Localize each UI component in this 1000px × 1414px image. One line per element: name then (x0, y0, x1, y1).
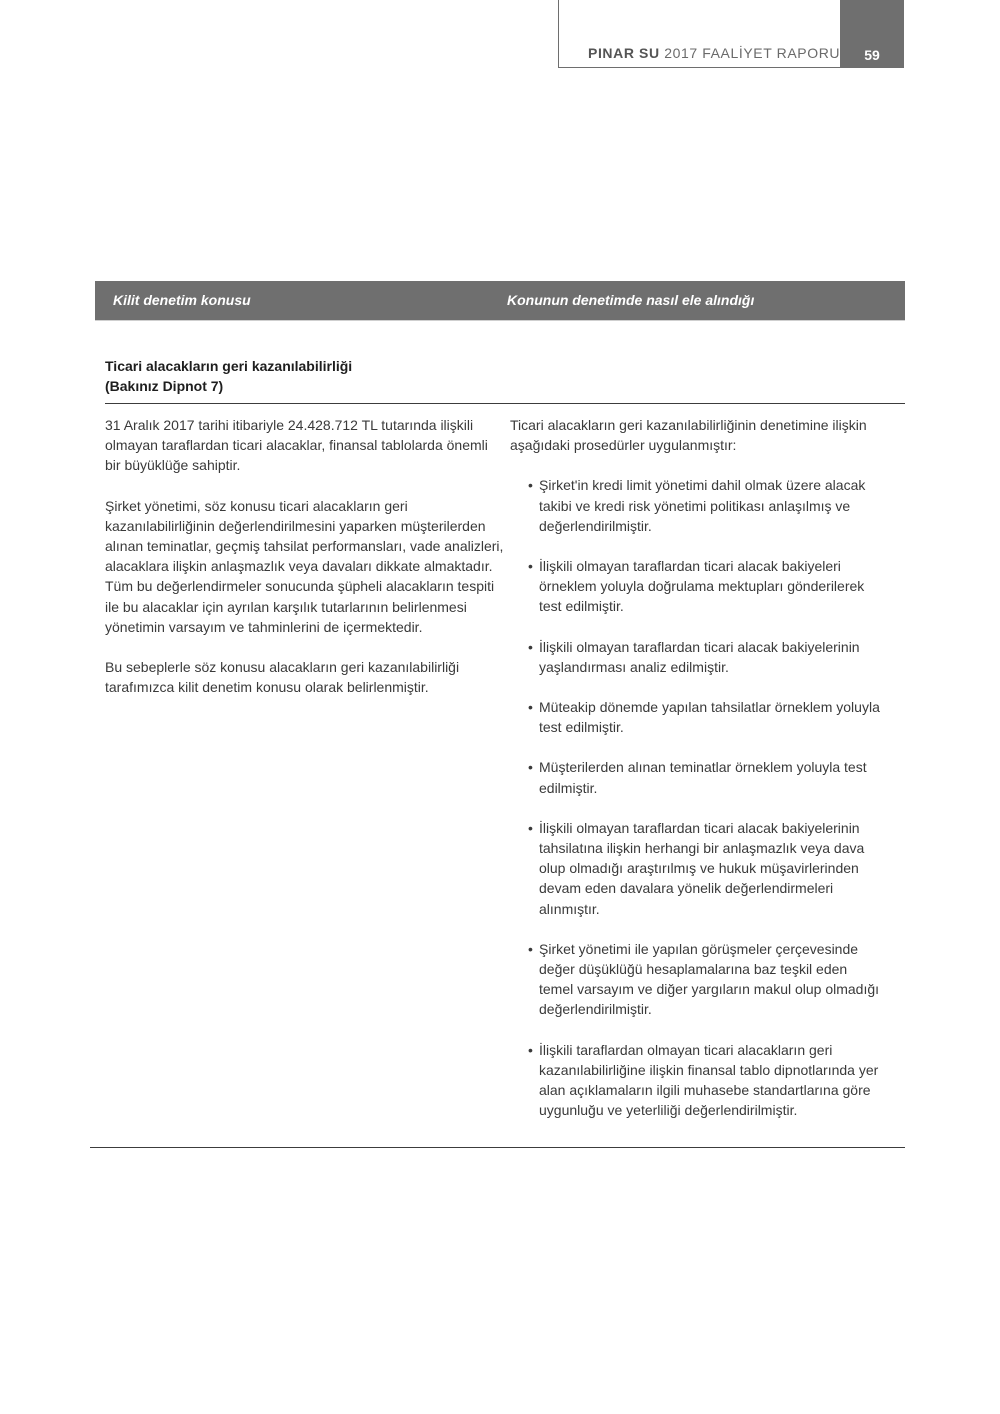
bullet-icon: • (528, 759, 533, 776)
list-item (528, 556, 885, 617)
bullet-icon: • (528, 477, 533, 494)
table-header-bar (95, 281, 905, 321)
table-bottom-divider (90, 1147, 905, 1148)
audit-procedures-column (510, 415, 885, 1140)
list-item-text: Şirket yönetimi ile yapılan görüşmeler çerçevesinde değer düşüklüğü hesaplamalarına baz teşkil eden temel varsayım ve diğer yargıların makul olup olmadığı değerlendirilmiştir. (539, 940, 880, 1018)
section-reference: (Bakınız Dipnot 7) (105, 378, 224, 394)
bullet-icon: • (528, 558, 533, 575)
report-title (588, 45, 840, 61)
list-item (528, 637, 885, 677)
column-header-key-audit-matter: Kilit denetim konusu (113, 292, 251, 308)
bullet-icon: • (528, 638, 533, 655)
section-title: Ticari alacakların geri kazanılabilirliği (105, 358, 353, 374)
report-title-text: 2017 FAALİYET RAPORU (664, 45, 841, 61)
list-item (528, 475, 885, 536)
page-number-box (840, 0, 904, 67)
list-item-text: İlişkili olmayan taraflardan ticari alacak bakiyelerinin yaşlandırması analiz edilmiştir. (539, 638, 860, 675)
report-brand: PINAR SU (588, 45, 660, 61)
list-item-text: İlişkili olmayan taraflardan ticari alacak bakiyelerinin tahsilatına ilişkin herhangi bir anlaşmazlık veya dava olup olmadığı araştırılmış ve hukuk müşavirlerinden devam eden davalara yönelik değerlendirmeleri alınmıştır. (539, 819, 865, 917)
key-audit-matter-column (105, 415, 505, 717)
bullet-icon: • (528, 1041, 533, 1058)
running-header (558, 0, 904, 68)
paragraph: Bu sebeplerle söz konusu alacakların geri kazanılabilirliği tarafımızca kilit denetim konusu olarak belirlenmiştir. (105, 659, 460, 696)
bullet-icon: • (528, 819, 533, 836)
procedures-list (510, 475, 885, 1120)
bullet-icon: • (528, 699, 533, 716)
list-item-text: İlişkili taraflardan olmayan ticari alacakların geri kazanılabilirliğine ilişkin finansal tablo dipnotlarında yer alan açıklamaların ilgili muhasebe standartlarına göre uygunluğu ve yeterliliği değerlendirilmiştir. (539, 1041, 879, 1119)
list-item (528, 939, 885, 1020)
paragraph: 31 Aralık 2017 tarihi itibariyle 24.428.712 TL tutarında ilişkili olmayan taraflardan ticari alacaklar, finansal tablolarda önemli bir büyüklüğe sahiptir. (105, 417, 488, 474)
list-item (528, 818, 885, 919)
section-divider (105, 403, 905, 404)
list-item (528, 1040, 885, 1121)
list-item-text: Müteakip dönemde yapılan tahsilatlar örneklem yoluyla test edilmiştir. (539, 699, 880, 736)
column-header-how-addressed: Konunun denetimde nasıl ele alındığı (507, 292, 755, 308)
list-item-text: Müşterilerden alınan teminatlar örneklem yoluyla test edilmiştir. (539, 759, 867, 796)
section-heading (105, 356, 525, 396)
list-item (528, 757, 885, 797)
list-item-text: İlişkili olmayan taraflardan ticari alacak bakiyeleri örneklem yoluyla doğrulama mektupları gönderilerek test edilmiştir. (539, 558, 865, 615)
paragraph: Şirket yönetimi, söz konusu ticari alacakların geri kazanılabilirliğinin değerlendirilmesini yaparken müşterilerden alınan teminatlar, geçmiş tahsilat performansları, vade analizleri, alacaklara ilişkin anlaşmazlık veya davaları dikkate almaktadır. Tüm bu değerlendirmeler sonucunda şüpheli alacakların tespiti ile bu alacaklar için ayrılan karşılık tutarlarının belirlenmesi yönetimin varsayım ve tahminlerini de içermektedir. (105, 497, 504, 635)
list-item-text: Şirket'in kredi limit yönetimi dahil olmak üzere alacak takibi ve kredi risk yönetimi politikası anlaşılmış ve değerlendirilmiştir. (539, 477, 866, 534)
procedures-intro: Ticari alacakların geri kazanılabilirliğinin denetimine ilişkin aşağıdaki prosedürler uygulanmıştır: (510, 417, 867, 454)
page-number: 59 (864, 47, 880, 63)
bullet-icon: • (528, 940, 533, 957)
list-item (528, 697, 885, 737)
